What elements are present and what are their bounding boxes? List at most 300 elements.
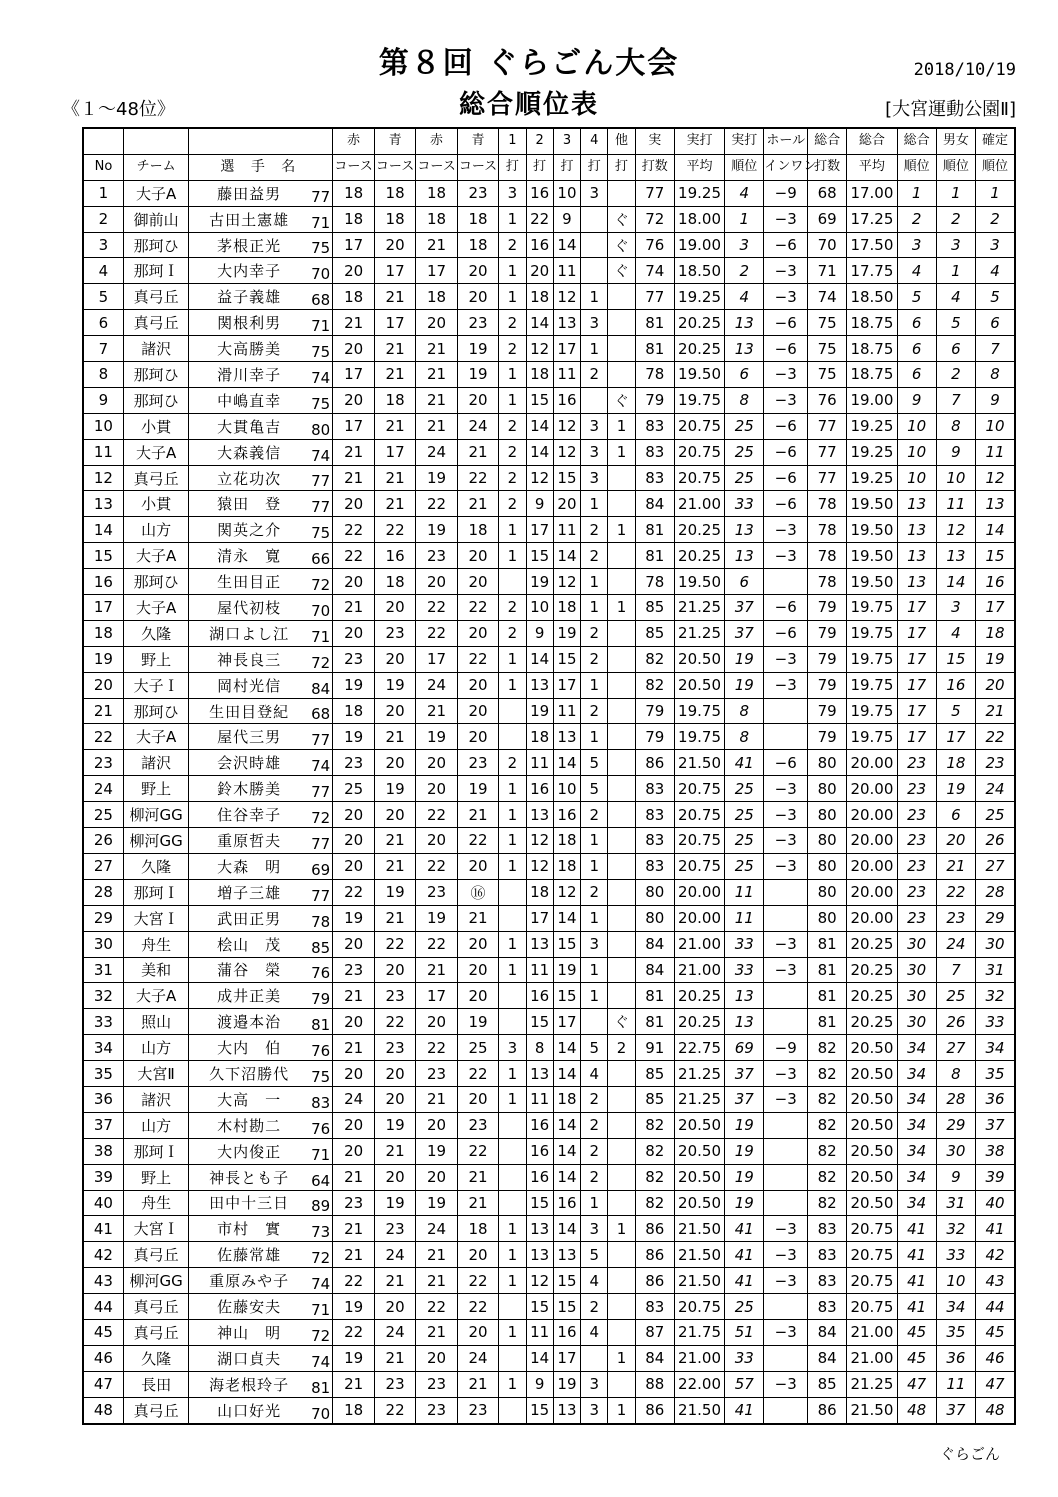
cell-actual-strokes: 82 <box>635 1190 674 1216</box>
cell-gender-rank: 28 <box>936 1086 975 1112</box>
col-stroke-4: 4 <box>581 128 608 154</box>
cell-gender-rank: 32 <box>936 1216 975 1242</box>
venue-label: [大宮運動公園Ⅱ] <box>885 99 1016 120</box>
cell-red-course-1: 20 <box>333 258 374 284</box>
cell-hole-in-one: −3 <box>764 853 808 879</box>
cell-red-course-1: 23 <box>333 957 374 983</box>
cell-blue-course-2: 20 <box>457 672 498 698</box>
cell-player-name: 大高 一 <box>189 1086 309 1112</box>
cell-stroke-4: 5 <box>581 750 608 776</box>
cell-hole-in-one <box>764 879 808 905</box>
cell-red-course-1: 22 <box>333 517 374 543</box>
cell-total-average: 19.25 <box>847 465 897 491</box>
cell-total-rank: 34 <box>897 1035 936 1061</box>
cell-team: 野上 <box>123 776 188 802</box>
cell-player-name: 大貫亀吉 <box>189 413 309 439</box>
cell-stroke-other: ぐ <box>608 232 635 258</box>
cell-actual-strokes: 78 <box>635 569 674 595</box>
cell-red-course-2: 20 <box>416 750 457 776</box>
cell-blue-course-1: 21 <box>374 362 415 388</box>
cell-total-average: 21.50 <box>847 1397 897 1423</box>
cell-actual-rank: 19 <box>725 1138 764 1164</box>
cell-actual-average: 21.50 <box>674 1242 724 1268</box>
cell-gender-rank: 23 <box>936 905 975 931</box>
cell-stroke-3: 11 <box>553 362 580 388</box>
cell-actual-average: 20.50 <box>674 1164 724 1190</box>
cell-stroke-other <box>608 362 635 388</box>
cell-total-rank: 45 <box>897 1319 936 1345</box>
cell-final-rank: 13 <box>976 491 1015 517</box>
cell-stroke-other: ぐ <box>608 258 635 284</box>
cell-no: 1 <box>83 180 123 206</box>
cell-no: 46 <box>83 1345 123 1371</box>
col-total-strokes-sub: 打数 <box>808 154 847 180</box>
cell-player-name: 海老根玲子 <box>189 1371 309 1397</box>
cell-total-average: 18.50 <box>847 284 897 310</box>
cell-age: 74 <box>309 362 333 388</box>
cell-stroke-other <box>608 957 635 983</box>
cell-player-name: 蒲谷 榮 <box>189 957 309 983</box>
cell-blue-course-1: 24 <box>374 1242 415 1268</box>
table-row <box>83 724 1015 750</box>
cell-hole-in-one: −3 <box>764 802 808 828</box>
cell-blue-course-2: 22 <box>457 1268 498 1294</box>
col-hole-in-one: ホール <box>764 128 808 154</box>
cell-total-strokes: 80 <box>808 853 847 879</box>
col-final-rank-sub: 順位 <box>976 154 1015 180</box>
cell-stroke-4: 1 <box>581 672 608 698</box>
cell-stroke-other <box>608 802 635 828</box>
results-body <box>83 180 1015 1423</box>
cell-red-course-1: 23 <box>333 750 374 776</box>
cell-stroke-1: 1 <box>499 1216 526 1242</box>
cell-stroke-other <box>608 646 635 672</box>
cell-total-average: 19.75 <box>847 672 897 698</box>
cell-stroke-3: 16 <box>553 802 580 828</box>
cell-actual-strokes: 84 <box>635 491 674 517</box>
cell-red-course-1: 17 <box>333 362 374 388</box>
cell-stroke-other: 1 <box>608 439 635 465</box>
cell-actual-rank: 51 <box>725 1319 764 1345</box>
cell-stroke-4: 1 <box>581 983 608 1009</box>
cell-stroke-2: 18 <box>526 362 553 388</box>
cell-blue-course-2: 23 <box>457 1112 498 1138</box>
cell-blue-course-2: 22 <box>457 828 498 854</box>
cell-stroke-1 <box>499 1294 526 1320</box>
cell-total-average: 19.50 <box>847 491 897 517</box>
cell-team: 大子A <box>123 543 188 569</box>
cell-blue-course-2: 20 <box>457 569 498 595</box>
cell-player-name: 佐藤安夫 <box>189 1294 309 1320</box>
table-row <box>83 1190 1015 1216</box>
cell-total-rank: 45 <box>897 1345 936 1371</box>
cell-blue-course-1: 23 <box>374 1035 415 1061</box>
cell-team: 小貫 <box>123 491 188 517</box>
table-row <box>83 310 1015 336</box>
cell-final-rank: 17 <box>976 595 1015 621</box>
cell-team: 野上 <box>123 1164 188 1190</box>
cell-stroke-2: 15 <box>526 1294 553 1320</box>
cell-red-course-1: 21 <box>333 1164 374 1190</box>
cell-total-average: 20.50 <box>847 1164 897 1190</box>
cell-total-strokes: 80 <box>808 828 847 854</box>
col-player-name: 選 手 名 <box>189 154 333 180</box>
cell-stroke-1: 2 <box>499 439 526 465</box>
cell-player-name: 滑川幸子 <box>189 362 309 388</box>
cell-actual-strokes: 79 <box>635 698 674 724</box>
cell-final-rank: 10 <box>976 413 1015 439</box>
cell-final-rank: 22 <box>976 724 1015 750</box>
cell-gender-rank: 30 <box>936 1138 975 1164</box>
cell-stroke-2: 13 <box>526 931 553 957</box>
cell-red-course-1: 20 <box>333 1009 374 1035</box>
cell-total-rank: 23 <box>897 750 936 776</box>
cell-total-average: 20.50 <box>847 1112 897 1138</box>
cell-no: 10 <box>83 413 123 439</box>
cell-blue-course-2: 22 <box>457 1061 498 1087</box>
cell-gender-rank: 5 <box>936 698 975 724</box>
cell-team: 那珂ひ <box>123 387 188 413</box>
cell-red-course-1: 25 <box>333 776 374 802</box>
cell-total-average: 17.50 <box>847 232 897 258</box>
cell-team: 大子A <box>123 180 188 206</box>
cell-actual-average: 20.25 <box>674 310 724 336</box>
cell-total-strokes: 78 <box>808 569 847 595</box>
cell-player-name: 立花功次 <box>189 465 309 491</box>
cell-stroke-1 <box>499 724 526 750</box>
col-course-sub-4: コース <box>457 154 498 180</box>
table-row <box>83 1009 1015 1035</box>
cell-actual-strokes: 86 <box>635 1242 674 1268</box>
cell-stroke-4: 2 <box>581 1112 608 1138</box>
cell-stroke-1: 1 <box>499 1371 526 1397</box>
cell-player-name: 市村 實 <box>189 1216 309 1242</box>
cell-actual-average: 21.00 <box>674 957 724 983</box>
cell-actual-strokes: 85 <box>635 1086 674 1112</box>
cell-red-course-2: 18 <box>416 284 457 310</box>
cell-no: 34 <box>83 1035 123 1061</box>
cell-blue-course-2: 20 <box>457 983 498 1009</box>
cell-actual-average: 20.25 <box>674 517 724 543</box>
cell-age: 72 <box>309 569 333 595</box>
cell-stroke-other <box>608 1061 635 1087</box>
cell-red-course-2: 24 <box>416 1216 457 1242</box>
cell-stroke-2: 15 <box>526 1397 553 1423</box>
cell-actual-rank: 37 <box>725 1086 764 1112</box>
col-stroke-sub-3: 打 <box>553 154 580 180</box>
cell-stroke-2: 12 <box>526 336 553 362</box>
cell-no: 7 <box>83 336 123 362</box>
col-course-sub-2: コース <box>374 154 415 180</box>
cell-red-course-2: 23 <box>416 879 457 905</box>
cell-team: 那珂ひ <box>123 232 188 258</box>
cell-no: 9 <box>83 387 123 413</box>
cell-team: 久隆 <box>123 853 188 879</box>
cell-team: 大宮Ⅱ <box>123 1061 188 1087</box>
cell-final-rank: 14 <box>976 517 1015 543</box>
cell-total-rank: 13 <box>897 491 936 517</box>
cell-total-average: 20.25 <box>847 931 897 957</box>
cell-gender-rank: 6 <box>936 336 975 362</box>
cell-stroke-1: 2 <box>499 595 526 621</box>
cell-team: 美和 <box>123 957 188 983</box>
cell-stroke-4: 5 <box>581 776 608 802</box>
cell-gender-rank: 37 <box>936 1397 975 1423</box>
cell-gender-rank: 3 <box>936 232 975 258</box>
cell-red-course-1: 24 <box>333 1086 374 1112</box>
cell-total-rank: 5 <box>897 284 936 310</box>
cell-stroke-1: 1 <box>499 672 526 698</box>
cell-stroke-1 <box>499 1190 526 1216</box>
cell-stroke-3: 13 <box>553 1397 580 1423</box>
cell-total-strokes: 79 <box>808 646 847 672</box>
cell-blue-course-2: 20 <box>457 258 498 284</box>
cell-total-average: 20.00 <box>847 905 897 931</box>
cell-player-name: 関英之介 <box>189 517 309 543</box>
col-actual-strokes-sub: 打数 <box>635 154 674 180</box>
cell-red-course-1: 21 <box>333 1216 374 1242</box>
table-row <box>83 232 1015 258</box>
cell-no: 8 <box>83 362 123 388</box>
cell-stroke-4: 2 <box>581 1294 608 1320</box>
cell-total-rank: 17 <box>897 620 936 646</box>
table-row <box>83 672 1015 698</box>
cell-actual-rank: 13 <box>725 543 764 569</box>
cell-player-name: 重原哲夫 <box>189 828 309 854</box>
cell-gender-rank: 3 <box>936 595 975 621</box>
cell-player-name: 湖口よし江 <box>189 620 309 646</box>
cell-age: 71 <box>309 1294 333 1320</box>
cell-stroke-1: 2 <box>499 336 526 362</box>
cell-age: 75 <box>309 387 333 413</box>
cell-hole-in-one: −3 <box>764 1268 808 1294</box>
cell-total-strokes: 78 <box>808 491 847 517</box>
cell-total-rank: 48 <box>897 1397 936 1423</box>
cell-hole-in-one <box>764 1009 808 1035</box>
cell-stroke-other <box>608 180 635 206</box>
cell-blue-course-1: 21 <box>374 491 415 517</box>
col-course-sub-3: コース <box>416 154 457 180</box>
cell-no: 21 <box>83 698 123 724</box>
cell-no: 23 <box>83 750 123 776</box>
cell-no: 28 <box>83 879 123 905</box>
cell-stroke-2: 12 <box>526 1268 553 1294</box>
cell-stroke-1 <box>499 879 526 905</box>
cell-total-average: 18.75 <box>847 336 897 362</box>
cell-total-rank: 30 <box>897 983 936 1009</box>
cell-blue-course-1: 20 <box>374 802 415 828</box>
cell-no: 30 <box>83 931 123 957</box>
cell-player-name: 湖口貞夫 <box>189 1345 309 1371</box>
cell-player-name: 中嶋直幸 <box>189 387 309 413</box>
cell-red-course-1: 17 <box>333 232 374 258</box>
table-row <box>83 646 1015 672</box>
cell-actual-rank: 37 <box>725 1061 764 1087</box>
cell-stroke-2: 15 <box>526 387 553 413</box>
cell-stroke-2: 17 <box>526 517 553 543</box>
cell-actual-strokes: 83 <box>635 1294 674 1320</box>
cell-total-average: 19.75 <box>847 724 897 750</box>
cell-blue-course-1: 21 <box>374 724 415 750</box>
cell-blue-course-1: 18 <box>374 387 415 413</box>
cell-blue-course-1: 21 <box>374 336 415 362</box>
cell-no: 36 <box>83 1086 123 1112</box>
cell-team: 大子A <box>123 595 188 621</box>
cell-no: 45 <box>83 1319 123 1345</box>
cell-stroke-3: 15 <box>553 983 580 1009</box>
cell-total-strokes: 82 <box>808 1112 847 1138</box>
cell-total-strokes: 82 <box>808 1164 847 1190</box>
cell-stroke-3: 19 <box>553 620 580 646</box>
cell-blue-course-1: 21 <box>374 413 415 439</box>
cell-stroke-4: 1 <box>581 828 608 854</box>
cell-stroke-4: 1 <box>581 284 608 310</box>
table-row <box>83 1112 1015 1138</box>
cell-actual-rank: 1 <box>725 206 764 232</box>
table-row <box>83 957 1015 983</box>
cell-blue-course-1: 18 <box>374 180 415 206</box>
cell-actual-rank: 33 <box>725 1345 764 1371</box>
cell-age: 74 <box>309 1268 333 1294</box>
cell-stroke-3: 14 <box>553 1061 580 1087</box>
cell-hole-in-one <box>764 1397 808 1423</box>
cell-gender-rank: 10 <box>936 465 975 491</box>
cell-final-rank: 18 <box>976 620 1015 646</box>
table-row <box>83 1216 1015 1242</box>
cell-blue-course-1: 22 <box>374 1397 415 1423</box>
cell-blue-course-2: 20 <box>457 543 498 569</box>
cell-actual-rank: 8 <box>725 724 764 750</box>
cell-final-rank: 47 <box>976 1371 1015 1397</box>
cell-total-strokes: 82 <box>808 1138 847 1164</box>
cell-stroke-3: 14 <box>553 905 580 931</box>
cell-actual-average: 21.75 <box>674 1319 724 1345</box>
cell-actual-strokes: 76 <box>635 232 674 258</box>
cell-total-rank: 34 <box>897 1138 936 1164</box>
cell-gender-rank: 26 <box>936 1009 975 1035</box>
cell-blue-course-2: 20 <box>457 1242 498 1268</box>
cell-blue-course-1: 21 <box>374 828 415 854</box>
table-row <box>83 1345 1015 1371</box>
cell-stroke-3: 14 <box>553 1216 580 1242</box>
cell-stroke-3: 17 <box>553 336 580 362</box>
cell-team: 大子A <box>123 983 188 1009</box>
cell-stroke-3: 15 <box>553 931 580 957</box>
cell-hole-in-one <box>764 569 808 595</box>
cell-hole-in-one: −3 <box>764 1061 808 1087</box>
cell-stroke-other <box>608 620 635 646</box>
cell-hole-in-one: −3 <box>764 1086 808 1112</box>
cell-gender-rank: 19 <box>936 776 975 802</box>
cell-hole-in-one: −3 <box>764 1319 808 1345</box>
cell-red-course-2: 20 <box>416 776 457 802</box>
cell-final-rank: 27 <box>976 853 1015 879</box>
cell-no: 29 <box>83 905 123 931</box>
cell-age: 76 <box>309 1112 333 1138</box>
cell-stroke-3: 16 <box>553 1319 580 1345</box>
cell-red-course-2: 19 <box>416 1138 457 1164</box>
cell-stroke-2: 16 <box>526 180 553 206</box>
cell-total-strokes: 80 <box>808 879 847 905</box>
cell-total-strokes: 82 <box>808 1086 847 1112</box>
cell-total-rank: 17 <box>897 646 936 672</box>
cell-stroke-4: 2 <box>581 517 608 543</box>
cell-actual-rank: 33 <box>725 931 764 957</box>
cell-final-rank: 24 <box>976 776 1015 802</box>
cell-no: 47 <box>83 1371 123 1397</box>
cell-no: 32 <box>83 983 123 1009</box>
cell-total-rank: 6 <box>897 336 936 362</box>
cell-age: 76 <box>309 1035 333 1061</box>
cell-age: 74 <box>309 1345 333 1371</box>
cell-total-average: 19.25 <box>847 413 897 439</box>
cell-total-rank: 17 <box>897 698 936 724</box>
cell-stroke-3: 14 <box>553 1112 580 1138</box>
cell-no: 39 <box>83 1164 123 1190</box>
cell-player-name: 田中十三日 <box>189 1190 309 1216</box>
table-row <box>83 180 1015 206</box>
cell-hole-in-one <box>764 1190 808 1216</box>
cell-actual-strokes: 77 <box>635 180 674 206</box>
cell-red-course-1: 22 <box>333 1319 374 1345</box>
cell-actual-average: 20.75 <box>674 465 724 491</box>
cell-player-name: 猿田 登 <box>189 491 309 517</box>
cell-total-strokes: 77 <box>808 439 847 465</box>
cell-team: 那珂Ｉ <box>123 258 188 284</box>
cell-blue-course-2: 21 <box>457 1164 498 1190</box>
cell-blue-course-2: 20 <box>457 698 498 724</box>
cell-red-course-2: 22 <box>416 595 457 621</box>
table-row <box>83 336 1015 362</box>
cell-actual-rank: 41 <box>725 1397 764 1423</box>
cell-stroke-3: 18 <box>553 595 580 621</box>
cell-no: 26 <box>83 828 123 854</box>
cell-player-name: 清永 寛 <box>189 543 309 569</box>
table-row <box>83 1397 1015 1423</box>
cell-total-strokes: 75 <box>808 336 847 362</box>
cell-actual-strokes: 81 <box>635 543 674 569</box>
cell-total-rank: 23 <box>897 879 936 905</box>
cell-team: 柳河GG <box>123 1268 188 1294</box>
cell-stroke-4 <box>581 1009 608 1035</box>
cell-age: 74 <box>309 750 333 776</box>
col-no: No <box>83 154 123 180</box>
cell-total-rank: 34 <box>897 1112 936 1138</box>
cell-stroke-4: 2 <box>581 802 608 828</box>
cell-blue-course-1: 22 <box>374 517 415 543</box>
cell-team: 長田 <box>123 1371 188 1397</box>
cell-actual-strokes: 83 <box>635 853 674 879</box>
cell-gender-rank: 27 <box>936 1035 975 1061</box>
cell-stroke-other <box>608 491 635 517</box>
cell-total-strokes: 80 <box>808 905 847 931</box>
cell-total-rank: 47 <box>897 1371 936 1397</box>
cell-stroke-4: 2 <box>581 362 608 388</box>
cell-blue-course-2: 20 <box>457 724 498 750</box>
cell-stroke-1 <box>499 1138 526 1164</box>
cell-stroke-4: 3 <box>581 465 608 491</box>
cell-total-average: 20.50 <box>847 1086 897 1112</box>
cell-actual-average: 20.75 <box>674 802 724 828</box>
cell-no: 19 <box>83 646 123 672</box>
cell-age: 81 <box>309 1371 333 1397</box>
cell-stroke-2: 16 <box>526 776 553 802</box>
cell-age: 89 <box>309 1190 333 1216</box>
cell-stroke-3: 12 <box>553 439 580 465</box>
cell-stroke-4: 5 <box>581 1242 608 1268</box>
cell-actual-average: 20.25 <box>674 336 724 362</box>
cell-player-name: 古田土憲雄 <box>189 206 309 232</box>
